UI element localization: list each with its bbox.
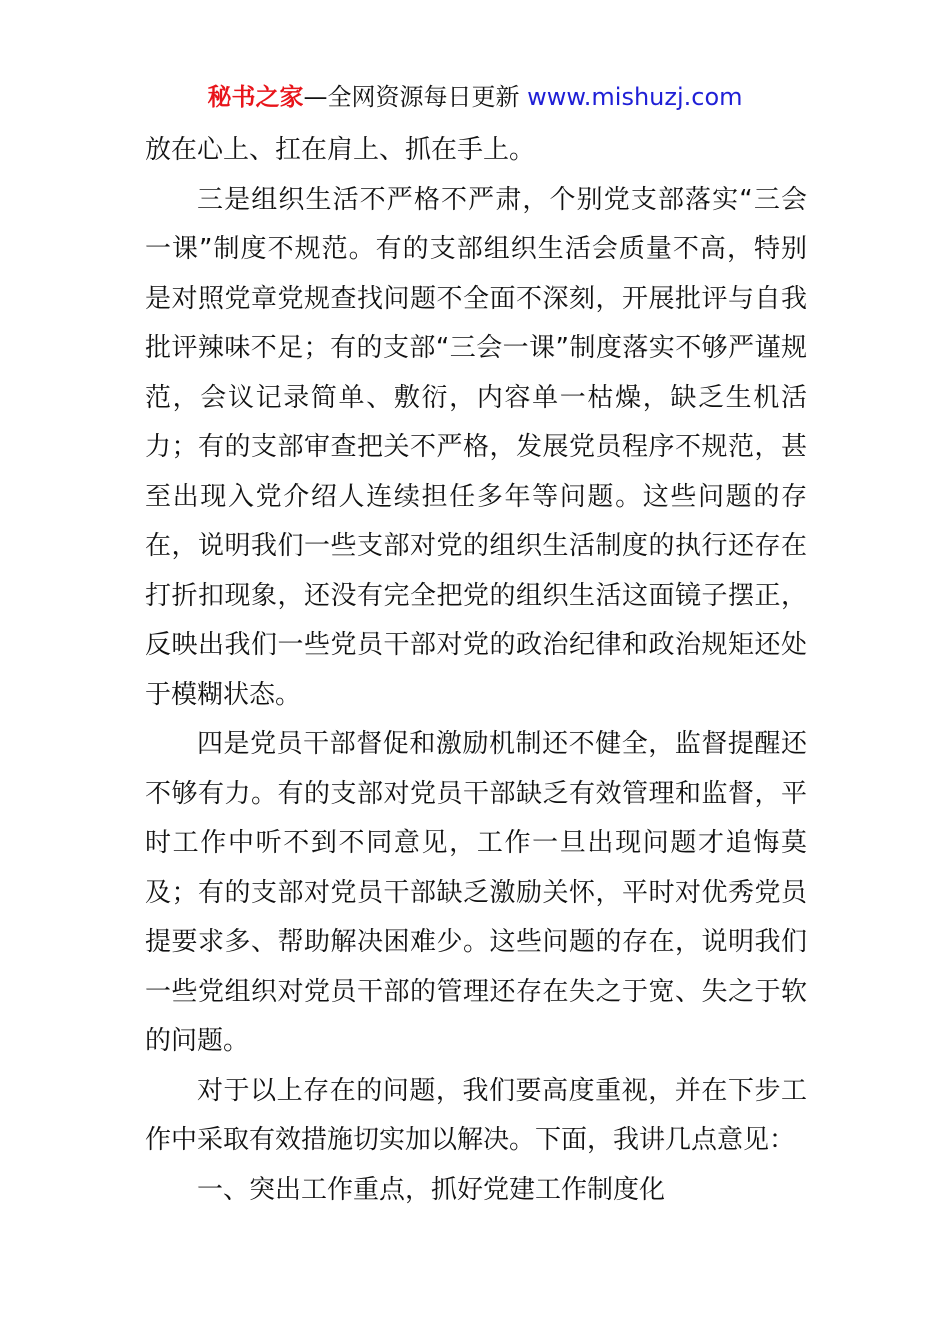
paragraph-lead-four: 四是党员干部督促和激励机制还不健全， (197, 729, 675, 759)
section-heading-one: 一、突出工作重点，抓好党建工作制度化 (197, 1174, 666, 1205)
paragraph-text-three: 个别党支部落实“三会一课”制度不规范。有的支部组织生活会质量不高，特别是对照党章党规查找问题不全面不深刻，开展批评与自我批评辣味不足；有的支部“三会一课”制度落实不够严谨规范，会议记录简单、敷衍，内容单一枯燥，缺乏生机活力；有的支部审查把关不严格，发展党员程序不规范，甚至出现入党介绍人连续担任多年等问题。这些问题的存在，说明我们一些支部对党的组织生活制度的执行还存在打折扣现象，还没有完全把党的组织生活这面镜子摆正，反映出我们一些党员干部对党的政治纪律和政治规矩还处于模糊状态。 (145, 184, 807, 710)
paragraph-lead-three: 三是组织生活不严格不严肃， (197, 184, 550, 215)
paragraph-continuation: 放在心上、扛在肩上、抓在手上。 (145, 135, 536, 165)
document-body (145, 126, 807, 1215)
site-url-link[interactable]: www.mishuzj.com (527, 83, 743, 111)
site-header (0, 80, 950, 114)
site-tagline: —全网资源每日更新 (303, 83, 520, 111)
paragraph-text-four: 监督提醒还不够有力。有的支部对党员干部缺乏有效管理和监督，平时工作中听不到不同意见，工作一旦出现问题才追悔莫及；有的支部对党员干部缺乏激励关怀，平时对优秀党员提要求多、帮助解决困难少。这些问题的存在，说明我们一些党组织对党员干部的管理还存在失之于宽、失之于软的问题。 (145, 729, 807, 1056)
paragraph-point-three (145, 176, 807, 721)
paragraph-transition: 对于以上存在的问题，我们要高度重视，并在下步工作中采取有效措施切实加以解决。下面，我讲几点意见： (145, 1075, 807, 1155)
paragraph-point-four (145, 720, 807, 1067)
site-brand: 秘书之家 (207, 83, 304, 111)
